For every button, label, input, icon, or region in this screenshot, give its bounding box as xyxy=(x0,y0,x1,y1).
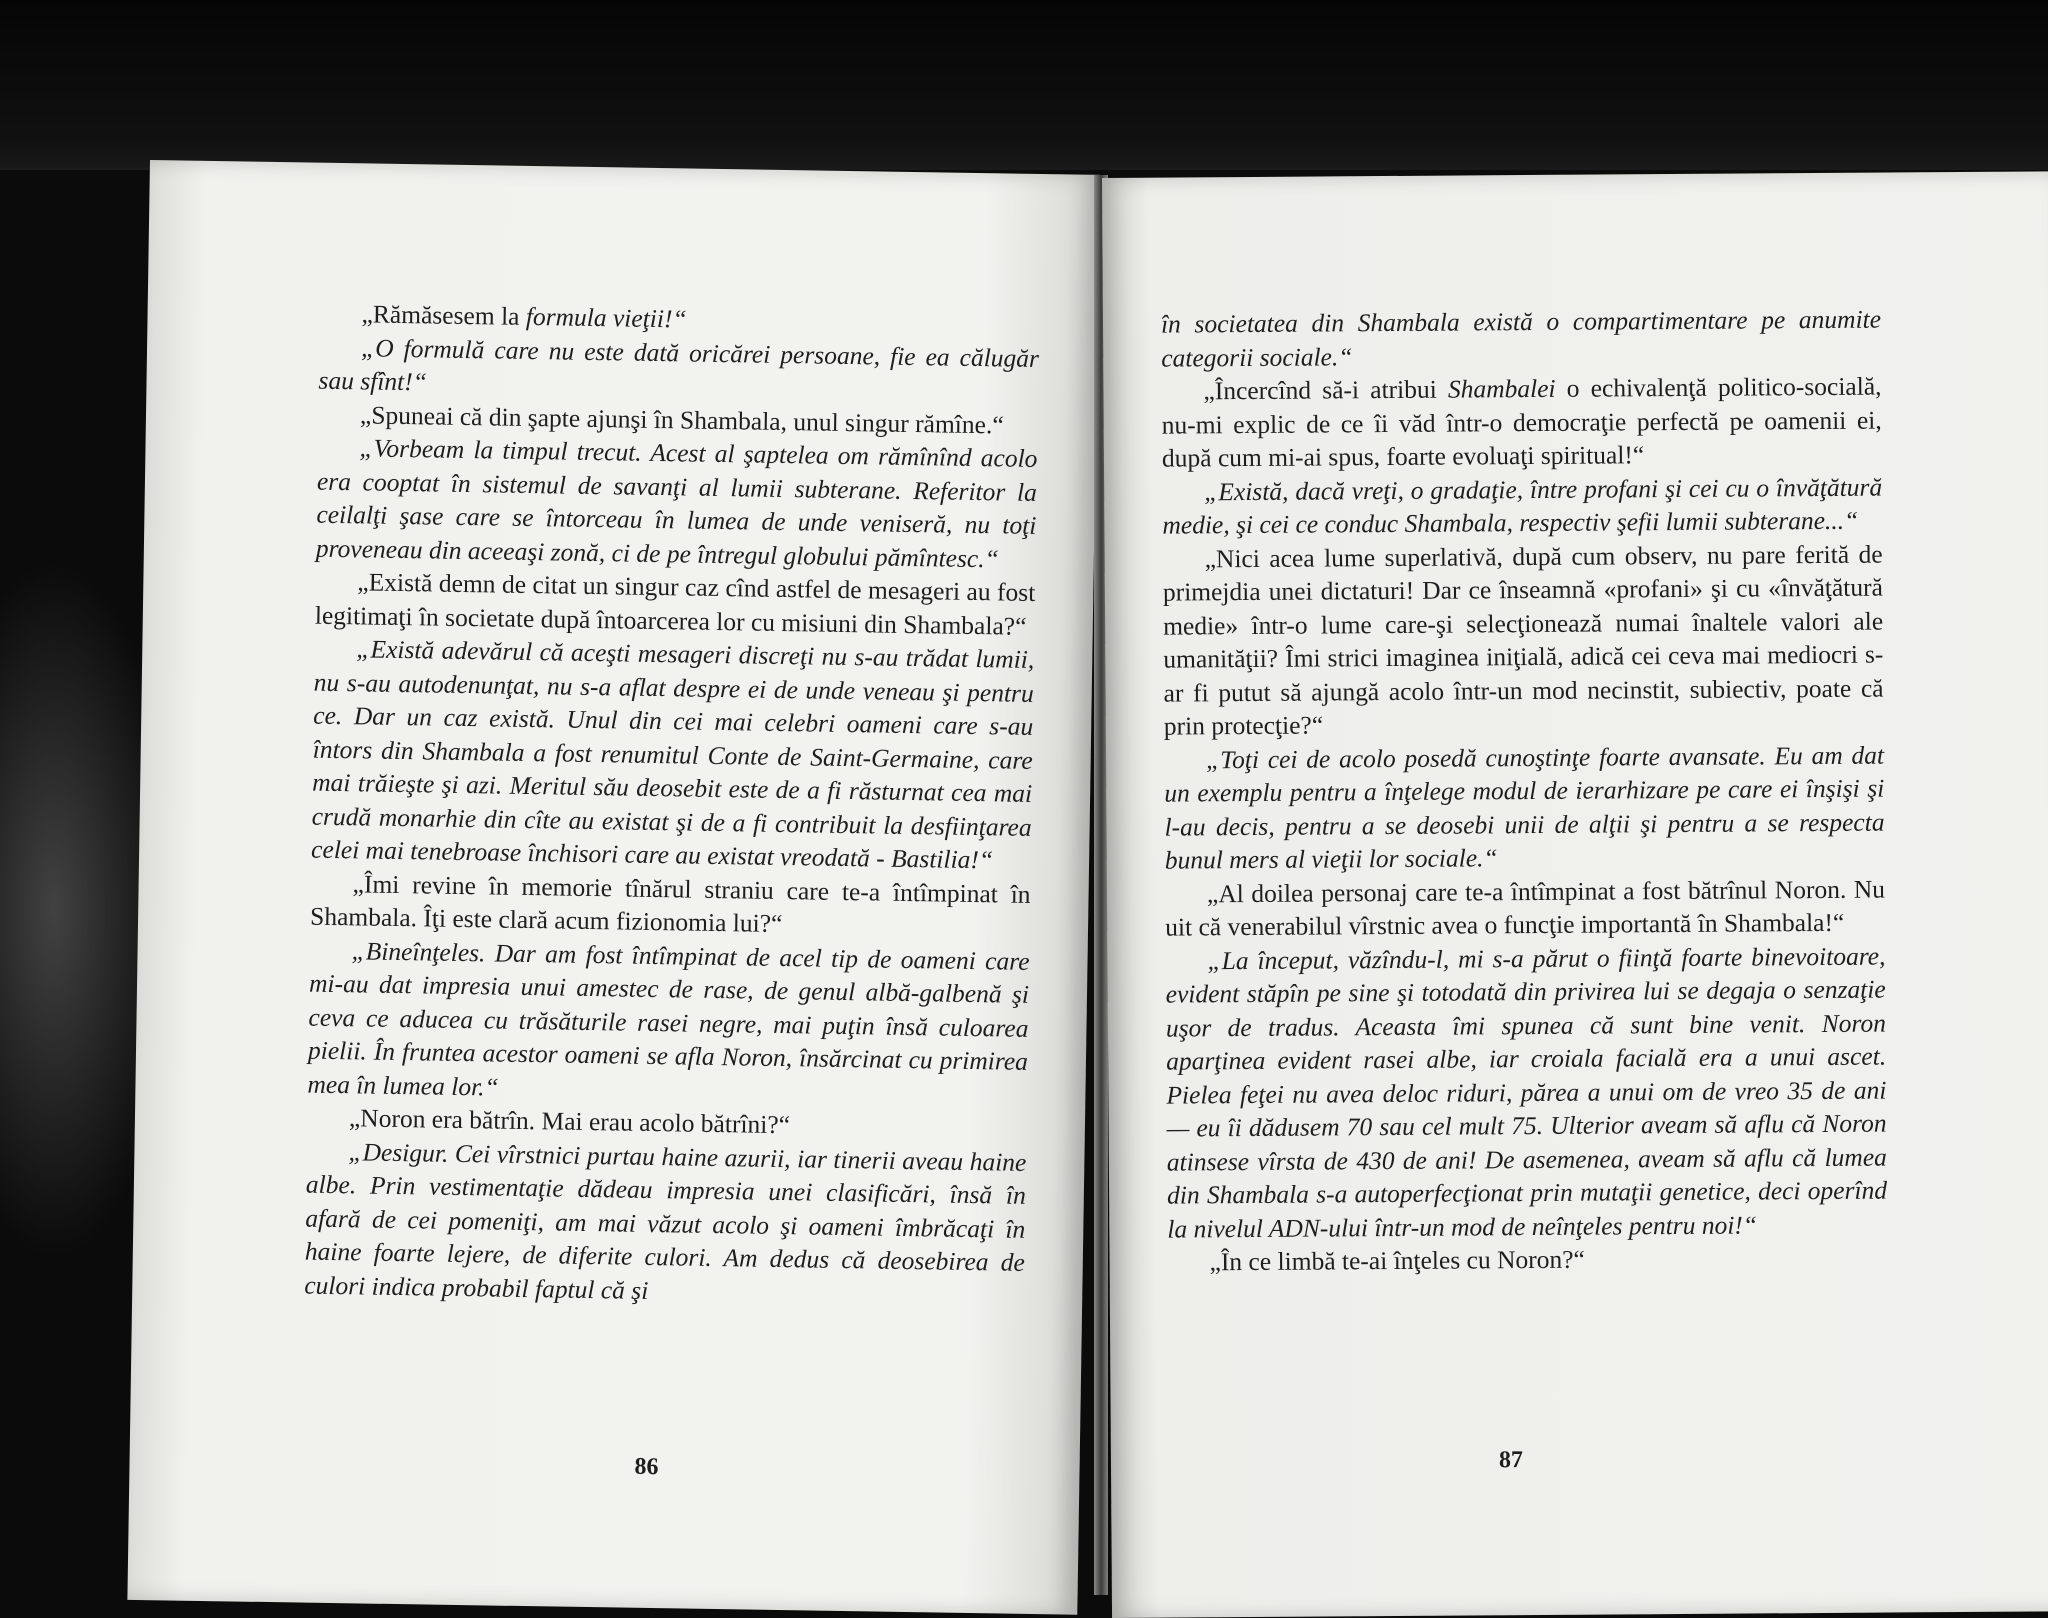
page-number: 86 xyxy=(634,1453,659,1481)
paragraph: în societatea din Shambala există o compartimentare pe anumite categorii sociale.“ xyxy=(1160,304,1882,373)
background-shadow xyxy=(0,0,2048,170)
right-page-text xyxy=(1161,303,1888,1280)
paragraph: „Îmi revine în memorie tînărul straniu care te-a întîmpinat în Shambala. Îţi este clară acum fizionomia lui?“ xyxy=(309,868,1031,939)
paragraph: „La început, văzîndu-l, mi s-a părut o fiinţă foarte binevoitoare, evident stăpîn pe sine şi totodată din privirea lui se degaja o senzaţie uşor de tradus. Aceasta îmi spunea că sunt bine venit. Noron aparţinea evident rasei albe, iar croiala facială era a unui ascet. Pielea feţei nu avea deloc riduri, părea a unui om de vreo 35 de ani — eu îi dădusem 70 sau cel mult 75. Ulterior aveam să aflu că Noron atinsese vîrsta de 430 de ani! De asemenea, aveam să aflu că lumea din Shambala s-a autoperfecţionat prin mutaţii genetice, deci operînd la nivelul ADN-ului într-un mod de neînţeles pentru noi!“ xyxy=(1165,941,1888,1244)
paragraph: „Spuneai că din şapte ajunşi în Shambala, unul singur rămîne.“ xyxy=(359,399,1004,439)
text-run: Shambalei xyxy=(1447,373,1556,404)
page-number: 87 xyxy=(1498,1447,1524,1474)
paragraph: „O formulă care nu este dată oricărei persoane, fie ea călugăr sau sfînt!“ xyxy=(318,332,1040,397)
paragraph: „Bineînţeles. Dar am fost întîmpinat de acel tip de oameni care mi-au dat impresia unui amestec de rase, de genul albă-galbenă şi ceva ce aducea cu trăsăturile rasei negre, mai puţin însă culoarea pielii. În fruntea acestor oameni se afla Noron, însărcinat cu primirea mea în lumea lor.“ xyxy=(307,935,1030,1102)
paragraph: „Există adevărul că aceşti mesageri discreţi nu s-au trădat lumii, nu s-au autodenunţat, nu s-a aflat despre ei de unde veneau şi pentru ce. Dar un caz există. Unul din cei mai celebri oameni care s-au întors din Shambala a fost renumitul Conte de Saint-Germaine, care mai trăieşte şi azi. Meritul său deosebit este de a fi răsturnat cea mai crudă monarhie din cîte au existat şi de a fi contribuit la desfiinţarea celei mai tenebroase închisori care au existat vreodată - Bastilia!“ xyxy=(310,634,1035,875)
text-run: formula vieţii!“ xyxy=(525,301,687,334)
paragraph: „În ce limbă te-ai înţeles cu Noron?“ xyxy=(1209,1244,1585,1277)
paragraph: „Desigur. Cei vîrstnici purtau haine azurii, iar tinerii aveau haine albe. Prin vestimentaţie dădeau impresia unei clasificări, însă în afară de cei pomeniţi, am mai văzut acolo şi oameni îmbrăcaţi în haine foarte lejere, de diferite culori. Am dedus că deosebirea de culori indica probabil faptul că şi xyxy=(304,1136,1027,1305)
text-run: „Încercînd să-i atribui xyxy=(1203,374,1449,406)
paragraph: „Toţi cei de acolo posedă cunoştinţe foarte avansate. Eu am dat un exemplu pentru a înţelege modul de ierarhizare pe care ei înşişi şi l-au decis, pentru a se deosebi unii de alţii şi pentru a se respecta bunul mers al vieţii lor sociale.“ xyxy=(1164,740,1885,875)
paragraph: „Există, dacă vreţi, o gradaţie, între profani şi cei cu o învăţătură medie, şi cei ce conduc Shambala, respectiv şefii lumii subterane...“ xyxy=(1162,472,1883,540)
text-run: „Rămăsesem la xyxy=(361,299,527,331)
right-page xyxy=(1102,171,2048,1618)
paragraph: „Există demn de citat un singur caz cînd astfel de mesageri au fost legitimaţi în societate după întoarcerea lor cu misiuni din Shambala?“ xyxy=(314,567,1036,641)
paragraph: „Noron era bătrîn. Mai erau acolo bătrîni?“ xyxy=(348,1103,791,1140)
left-page-text xyxy=(304,297,1040,1313)
text-run: o echivalenţă politico-socială, nu-mi explic de ce îi văd într-o democraţie perfectă pe oamenii ei, după cum mi-ai spus, foarte evoluaţi spiritual!“ xyxy=(1161,371,1882,473)
paragraph: „Vorbeam la timpul trecut. Acest al şaptelea om rămînînd acolo era cooptat în sistemul de savanţi al lumii subterane. Referitor la ceilalţi şase care se întorceau în lumea de unde veniseră, nu toţi proveneau din aceeaşi zonă, ci de pe întregul globului pămîntesc.“ xyxy=(315,433,1038,573)
paragraph: „Nici acea lume superlativă, după cum observ, nu pare ferită de primejdia unei dictaturi! Dar ce înseamnă «profani» şi cu «învăţătură medie» într-o lume care-şi selecţionează numai înaltele valori ale umanităţii? Îmi strici imaginea iniţială, adică cei ceva mai mediocri s-ar fi putut să ajungă acolo într-un mod necinstit, subiectiv, poate că prin protecţie?“ xyxy=(1162,539,1884,741)
paragraph: „Al doilea personaj care te-a întîmpinat a fost bătrînul Noron. Nu uit că venerabilul vîrstnic avea o funcţie importantă în Shambala!“ xyxy=(1165,874,1886,942)
left-page xyxy=(127,160,1100,1615)
paragraph xyxy=(1161,370,1882,476)
